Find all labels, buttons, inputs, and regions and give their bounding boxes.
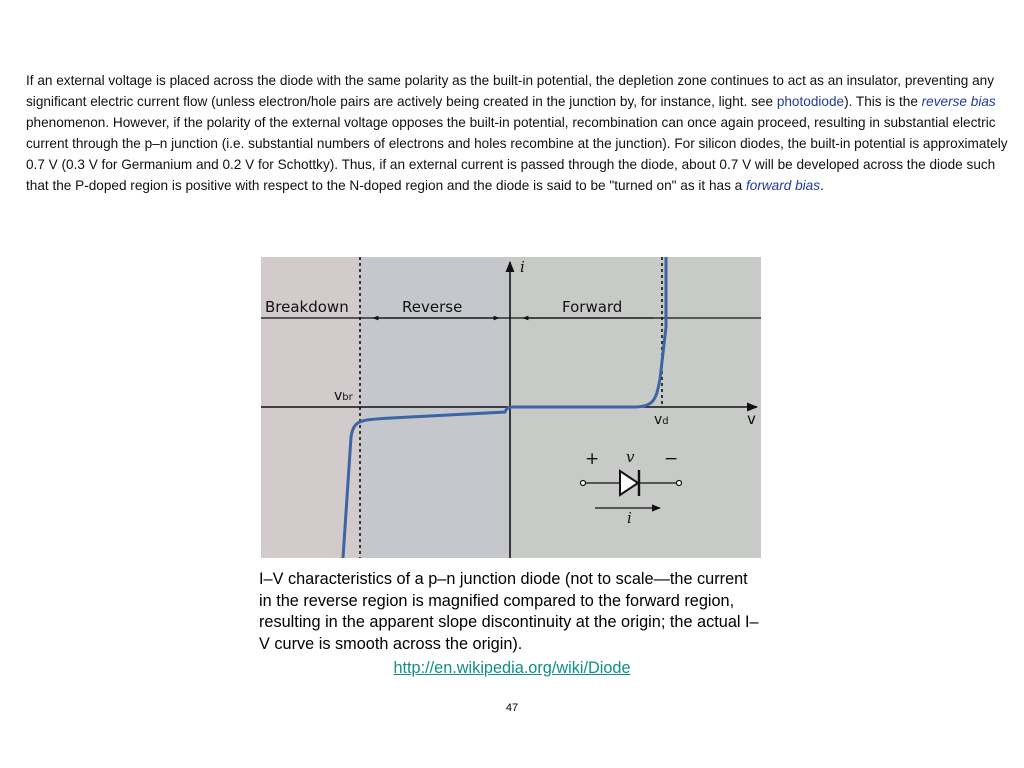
diode-right-terminal — [677, 481, 682, 486]
page-number: 47 — [505, 702, 519, 714]
paragraph-text-3: phenomenon. However, if the polarity of the external voltage opposes the built-in potential, recombination can once again proceed, resulting in substantial electric current through the p–n junction (i.e. substantial numbers of electrons and holes recombine at the junction). For silicon diodes, the built-in potential is approximately 0.7 V (0.3 V for Germanium and 0.2 V for Schottky). Thus, if an external current is passed through the diode, about 0.7 V will be developed across the diode such that the P-doped region is positive with respect to the N-doped region and the diode is said to be "turned on" as it has a — [26, 115, 1008, 193]
forward-label: Forward — [562, 298, 623, 316]
reverse-label: Reverse — [402, 298, 463, 316]
plus-sign: + — [585, 449, 600, 469]
vd-main: v — [654, 412, 663, 428]
breakdown-label: Breakdown — [265, 298, 349, 316]
v-axis-label: v — [747, 410, 756, 428]
diode-voltage-label: v — [626, 448, 635, 466]
diode-left-terminal — [581, 481, 586, 486]
iv-diagram — [261, 257, 761, 558]
vbr-main: v — [334, 388, 343, 404]
photodiode-link[interactable]: photodiode — [776, 94, 845, 109]
paragraph-text-2: ). This is the — [844, 94, 922, 109]
body-paragraph — [26, 70, 1011, 196]
vd-subscript: d — [662, 416, 669, 427]
forward-bias-link[interactable]: forward bias — [746, 178, 821, 193]
figure-caption: I–V characteristics of a p–n junction diode (not to scale—the current in the reverse region is magnified compared to the forward region, resulting in the apparent slope discontinuity at the origin; the actual I–V curve is smooth across the origin). — [259, 570, 759, 653]
diode-current-label: i — [627, 509, 632, 527]
iv-characteristic-figure — [261, 257, 761, 558]
vbr-subscript: br — [342, 392, 353, 403]
reverse-bias-link[interactable]: reverse bias — [921, 94, 996, 109]
i-axis-label: i — [520, 258, 525, 276]
source-link[interactable]: http://en.wikipedia.org/wiki/Diode — [393, 659, 631, 677]
paragraph-text-4: . — [820, 178, 824, 193]
minus-sign: − — [664, 449, 679, 469]
paragraph-text-1: If an external voltage is placed across the diode with the same polarity as the built-in potential, the depletion zone continues to act as an insulator, preventing any significant electric current flow (unless electron/hole pairs are actively being created in the junction by, for instance, light. see — [26, 73, 995, 109]
